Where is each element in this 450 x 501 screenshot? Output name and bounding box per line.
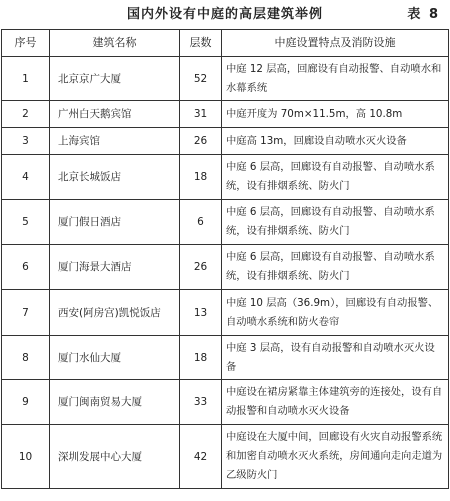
row-floors: 6	[180, 200, 222, 245]
row-name: 深圳发展中心大厦	[50, 425, 180, 489]
row-no: 7	[2, 290, 50, 336]
table-row	[2, 336, 449, 380]
row-no: 3	[2, 128, 50, 155]
row-facilities: 中庭设在大厦中间，回廊设有火灾自动报警系统和加密自动喷水灭火系统，房间通向走向走道为乙级防火门	[222, 425, 449, 489]
buildings-table	[1, 29, 449, 489]
header-facilities: 中庭设置特点及消防设施	[222, 30, 449, 57]
row-name: 北京长城饭店	[50, 155, 180, 200]
row-no: 9	[2, 380, 50, 425]
row-name: 上海宾馆	[50, 128, 180, 155]
table-row	[2, 200, 449, 245]
row-floors: 33	[180, 380, 222, 425]
row-facilities: 中庭 6 层高，回廊设有自动报警、自动喷水系统，设有排烟系统、防火门	[222, 245, 449, 290]
row-no: 4	[2, 155, 50, 200]
table-row	[2, 425, 449, 489]
row-name: 厦门假日酒店	[50, 200, 180, 245]
row-no: 6	[2, 245, 50, 290]
row-facilities: 中庭高 13m，回廊设自动喷水灭火设备	[222, 128, 449, 155]
row-no: 10	[2, 425, 50, 489]
row-facilities: 中庭 10 层高（36.9m），回廊设有自动报警、自动喷水系统和防火卷帘	[222, 290, 449, 336]
row-facilities: 中庭 6 层高，回廊设有自动报警、自动喷水系统，设有排烟系统、防火门	[222, 155, 449, 200]
row-facilities: 中庭 12 层高，回廊设有自动报警、自动喷水和水幕系统	[222, 57, 449, 101]
row-floors: 13	[180, 290, 222, 336]
row-floors: 52	[180, 57, 222, 101]
table-row	[2, 155, 449, 200]
page-title: 国内外设有中庭的高层建筑举例	[126, 7, 323, 22]
row-facilities: 中庭 3 层高，设有自动报警和自动喷水灭火设备	[222, 336, 449, 380]
table-row	[2, 128, 449, 155]
row-no: 1	[2, 57, 50, 101]
table-row	[2, 380, 449, 425]
row-floors: 18	[180, 155, 222, 200]
table-body	[2, 57, 449, 489]
row-floors: 31	[180, 101, 222, 128]
header-floors: 层数	[180, 30, 222, 57]
row-facilities: 中庭开度为 70m×11.5m，高 10.8m	[222, 101, 449, 128]
row-floors: 18	[180, 336, 222, 380]
row-no: 8	[2, 336, 50, 380]
row-floors: 42	[180, 425, 222, 489]
row-facilities: 中庭 6 层高，回廊设有自动报警、自动喷水系统，设有排烟系统、防火门	[222, 200, 449, 245]
header-no: 序号	[2, 30, 50, 57]
row-name: 广州白天鹅宾馆	[50, 101, 180, 128]
table-header-row	[2, 30, 449, 57]
row-name: 厦门水仙大厦	[50, 336, 180, 380]
table-row	[2, 57, 449, 101]
table-label: 表 8	[407, 7, 440, 22]
header-name: 建筑名称	[50, 30, 180, 57]
row-no: 5	[2, 200, 50, 245]
row-floors: 26	[180, 245, 222, 290]
table-row	[2, 101, 449, 128]
row-name: 厦门闽南贸易大厦	[50, 380, 180, 425]
row-floors: 26	[180, 128, 222, 155]
row-facilities: 中庭设在裙房紧靠主体建筑旁的连接处，设有自动报警和自动喷水灭火设备	[222, 380, 449, 425]
row-no: 2	[2, 101, 50, 128]
title-row	[0, 4, 450, 26]
row-name: 西安(阿房宫)凯悦饭店	[50, 290, 180, 336]
table-row	[2, 245, 449, 290]
row-name: 北京京广大厦	[50, 57, 180, 101]
table-row	[2, 290, 449, 336]
row-name: 厦门海景大酒店	[50, 245, 180, 290]
